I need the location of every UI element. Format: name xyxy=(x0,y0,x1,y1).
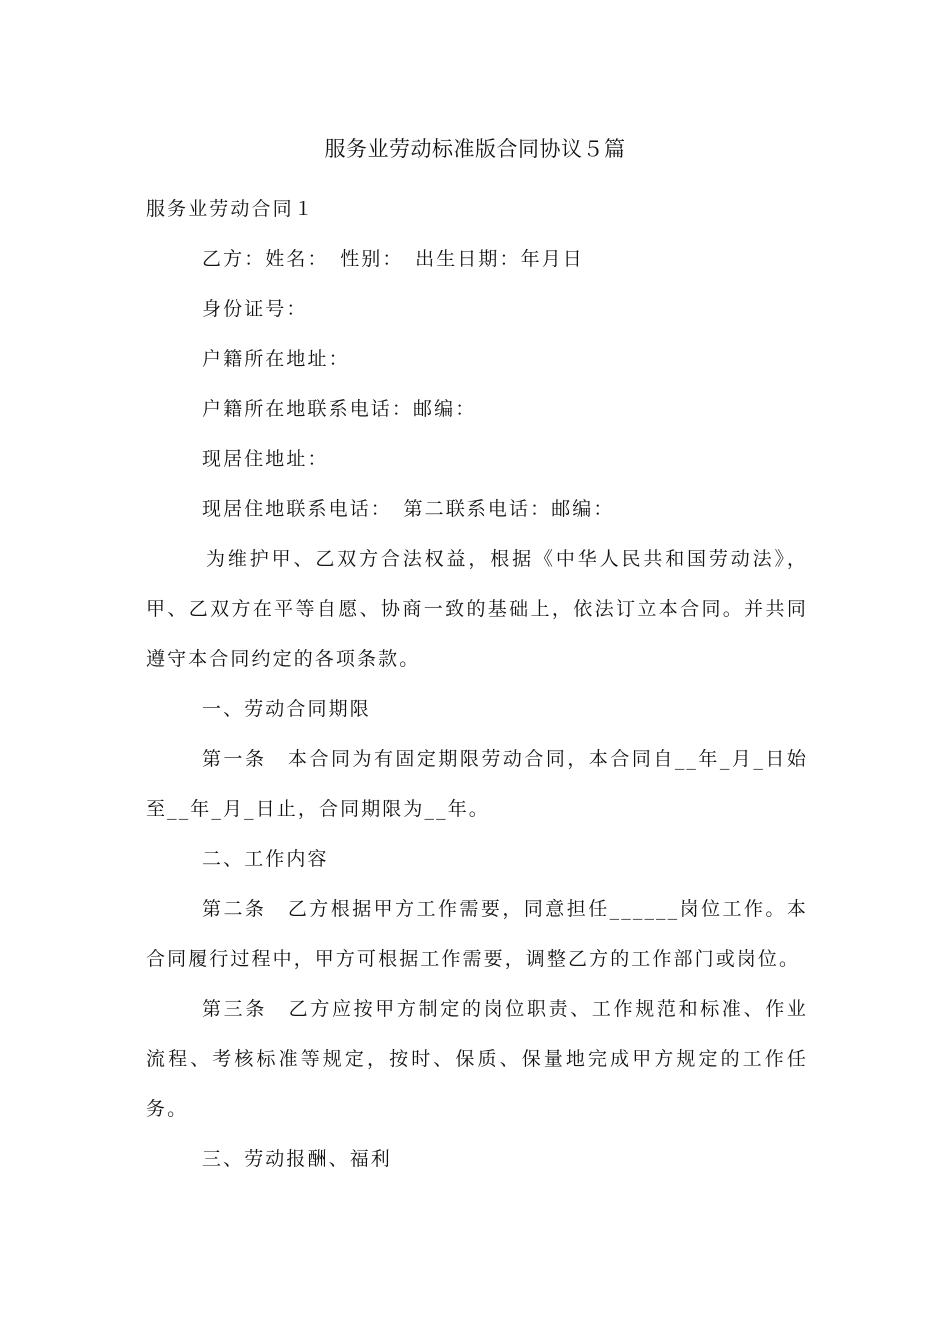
contract-heading: 服务业劳动合同１ xyxy=(146,198,315,220)
current-address-line: 现居住地址： xyxy=(202,448,329,470)
document-title: 服务业劳动标准版合同协议５篇 xyxy=(324,137,626,161)
section-heading-work: 二、工作内容 xyxy=(202,848,329,870)
section-heading-term: 一、劳动合同期限 xyxy=(202,698,371,720)
preamble-paragraph: 为维护甲、乙双方合法权益，根据《中华人民共和国劳动法》，甲、乙双方在平等自愿、协商一致的基础上，依法订立本合同。并共同遵守本合同约定的各项条款。 xyxy=(146,548,808,670)
party-b-info-line: 乙方：姓名： 性别： 出生日期：年月日 xyxy=(202,248,584,270)
section-heading-pay: 三、劳动报酬、福利 xyxy=(202,1148,392,1170)
household-address-line: 户籍所在地址： xyxy=(202,348,350,370)
current-phone-line: 现居住地联系电话： 第二联系电话：邮编： xyxy=(202,498,615,520)
household-phone-line: 户籍所在地联系电话：邮编： xyxy=(202,398,477,420)
document-body xyxy=(146,184,808,1184)
article-2-paragraph: 第二条 乙方根据甲方工作需要，同意担任______岗位工作。本合同履行过程中，甲方可根据工作需要，调整乙方的工作部门或岗位。 xyxy=(146,898,808,970)
article-3-paragraph: 第三条 乙方应按甲方制定的岗位职责、工作规范和标准、作业流程、考核标准等规定，按时、保质、保量地完成甲方规定的工作任务。 xyxy=(146,998,808,1120)
id-number-line: 身份证号： xyxy=(202,298,308,320)
article-1-paragraph: 第一条 本合同为有固定期限劳动合同，本合同自__年_月_日始至__年_月_日止，合同期限为__年。 xyxy=(146,748,808,820)
